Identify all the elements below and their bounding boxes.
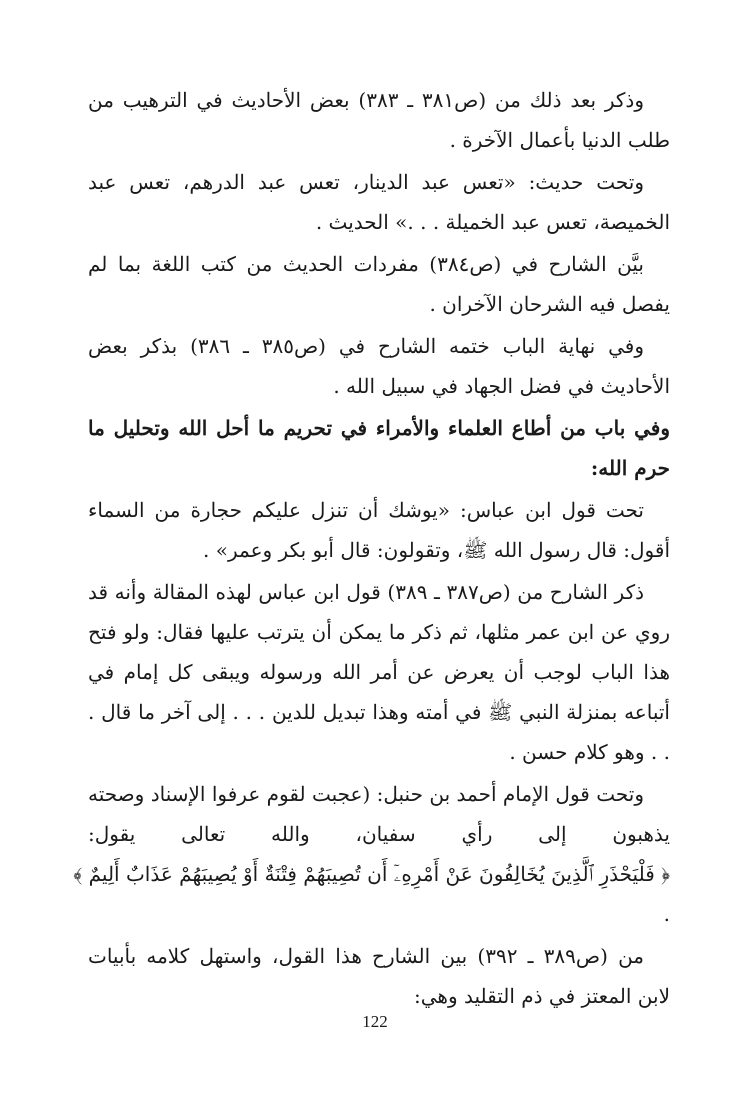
paragraph-1: وذكر بعد ذلك من (ص٣٨١ ـ ٣٨٣) بعض الأحاديث في الترهيب من طلب الدنيا بأعمال الآخرة . — [88, 88, 670, 152]
paragraph-7-text: وتحت قول الإمام أحمد بن حنبل: (عجبت لقوم عرفوا الإسناد وصحته يذهبون إلى رأي سفيان، والله تعالى يقول: — [88, 782, 670, 846]
paragraph-8: من (ص٣٨٩ ـ ٣٩٢) بين الشارح هذا القول، واستهل كلامه بأبيات لابن المعتز في ذم التقليد وهي: — [88, 944, 670, 1008]
paragraph-3: بيَّن الشارح في (ص٣٨٤) مفردات الحديث من كتب اللغة بما لم يفصل فيه الشرحان الآخران . — [88, 252, 670, 316]
chapter-heading: وفي باب من أطاع العلماء والأمراء في تحريم ما أحل الله وتحليل ما حرم الله: — [88, 416, 670, 480]
page-body-text — [73, 80, 670, 1018]
quran-verse: ﴿ فَلْيَحْذَرِ ٱلَّذِينَ يُخَالِفُونَ عَنْ أَمْرِهِۦٓ أَن تُصِيبَهُمْ فِتْنَةٌ أَوْ يُصِيبَهُمْ عَذَابٌ أَلِيمٌ ﴾ — [73, 862, 670, 886]
paragraph-4: وفي نهاية الباب ختمه الشارح في (ص٣٨٥ ـ ٣٨٦) بذكر بعض الأحاديث في فضل الجهاد في سبيل الله . — [88, 334, 670, 398]
paragraph-7-end: . — [663, 902, 670, 926]
paragraph-5: تحت قول ابن عباس: «يوشك أن تنزل عليكم حجارة من السماء أقول: قال رسول الله ﷺ، وتقولون: قال أبو بكر وعمر» . — [88, 498, 670, 562]
paragraph-6: ذكر الشارح من (ص٣٨٧ ـ ٣٨٩) قول ابن عباس لهذه المقالة وأنه قد روي عن ابن عمر مثلها، ثم ذكر ما يمكن أن يترتب عليها فقال: ولو فتح هذا الباب لوجب أن يعرض عن أمر الله ورسوله ويبقى كل إمام في أتباعه بمنزلة النبي ﷺ في أمته وهذا تبديل للدين . . . إلى آخر ما قال . . . وهو كلام حسن . — [88, 580, 670, 764]
paragraph-7 — [73, 774, 670, 934]
page-number: 122 — [362, 1012, 388, 1031]
paragraph-2: وتحت حديث: «تعس عبد الدينار، تعس عبد الدرهم، تعس عبد الخميصة، تعس عبد الخميلة . . .» الحديث . — [88, 170, 670, 234]
